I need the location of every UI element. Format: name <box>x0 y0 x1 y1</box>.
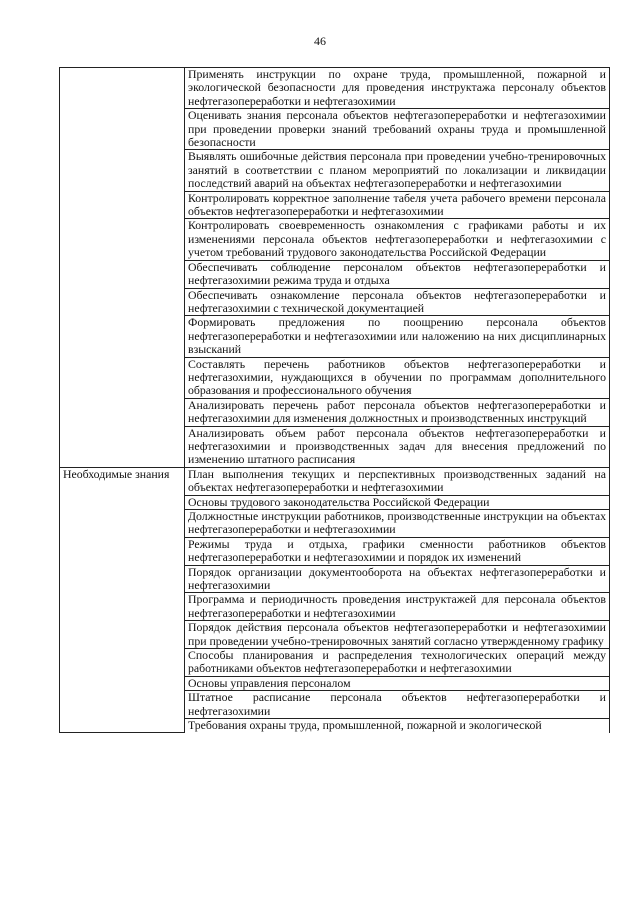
requirement-item: Контролировать корректное заполнение табеля учета рабочего времени персонала объектов нефтегазопереработки и нефтегазохимии <box>185 191 610 219</box>
requirements-table <box>59 67 610 733</box>
table-row <box>60 68 610 109</box>
requirements-table-body <box>60 68 610 733</box>
requirement-item: Штатное расписание персонала объектов нефтегазопереработки и нефтегазохимии <box>185 691 610 719</box>
requirement-item: Обеспечивать соблюдение персоналом объектов нефтегазопереработки и нефтегазохимии режима труда и отдыха <box>185 260 610 288</box>
requirement-item: Порядок организации документооборота на объектах нефтегазопереработки и нефтегазохимии <box>185 565 610 593</box>
requirement-item: Формировать предложения по поощрению персонала объектов нефтегазопереработки и нефтегазохимии или наложению на них дисциплинарных взысканий <box>185 316 610 357</box>
requirement-item: Требования охраны труда, промышленной, пожарной и экологической <box>185 719 610 733</box>
page-number: 46 <box>314 34 326 48</box>
section-label <box>60 68 185 468</box>
requirement-item: Основы трудового законодательства Российской Федерации <box>185 495 610 509</box>
requirement-item: План выполнения текущих и перспективных производственных заданий на объектах нефтегазопереработки и нефтегазохимии <box>185 467 610 495</box>
section-label: Необходимые знания <box>60 467 185 732</box>
requirement-item: Основы управления персоналом <box>185 676 610 690</box>
requirement-item: Должностные инструкции работников, производственные инструкции на объектах нефтегазопереработки и нефтегазохимии <box>185 510 610 538</box>
requirement-item: Выявлять ошибочные действия персонала при проведении учебно-тренировочных занятий в соответствии с планом мероприятий по локализации и ликвидации последствий аварий на объектах нефтегазопереработки и нефтегазохимии <box>185 150 610 191</box>
requirement-item: Применять инструкции по охране труда, промышленной, пожарной и экологической безопасности для проведения инструктажа персоналу объектов нефтегазопереработки и нефтегазохимии <box>185 68 610 109</box>
requirement-item: Обеспечивать ознакомление персонала объектов нефтегазопереработки и нефтегазохимии с технической документацией <box>185 288 610 316</box>
requirement-item: Составлять перечень работников объектов нефтегазопереработки и нефтегазохимии, нуждающихся в обучении по программам дополнительного образования и профессионального обучения <box>185 357 610 398</box>
table-row <box>60 467 610 495</box>
requirement-item: Способы планирования и распределения технологических операций между работниками объектов нефтегазопереработки и нефтегазохимии <box>185 649 610 677</box>
requirement-item: Порядок действия персонала объектов нефтегазопереработки и нефтегазохимии при проведении учебно-тренировочных занятий согласно утвержденному графику <box>185 621 610 649</box>
requirement-item: Оценивать знания персонала объектов нефтегазопереработки и нефтегазохимии при проведении проверки знаний требований охраны труда и промышленной безопасности <box>185 109 610 150</box>
requirement-item: Анализировать перечень работ персонала объектов нефтегазопереработки и нефтегазохимии для изменения должностных и производственных инструкций <box>185 398 610 426</box>
requirement-item: Режимы труда и отдыха, графики сменности работников объектов нефтегазопереработки и нефтегазохимии и порядок их изменений <box>185 537 610 565</box>
requirement-item: Контролировать своевременность ознакомления с графиками работы и их изменениями персонала объектов нефтегазопереработки и нефтегазохимии с учетом требований трудового законодательства Российской Федерации <box>185 219 610 260</box>
requirement-item: Анализировать объем работ персонала объектов нефтегазопереработки и нефтегазохимии и производственных задач для внесения предложений по изменению штатного расписания <box>185 426 610 467</box>
requirement-item: Программа и периодичность проведения инструктажей для персонала объектов нефтегазопереработки и нефтегазохимии <box>185 593 610 621</box>
